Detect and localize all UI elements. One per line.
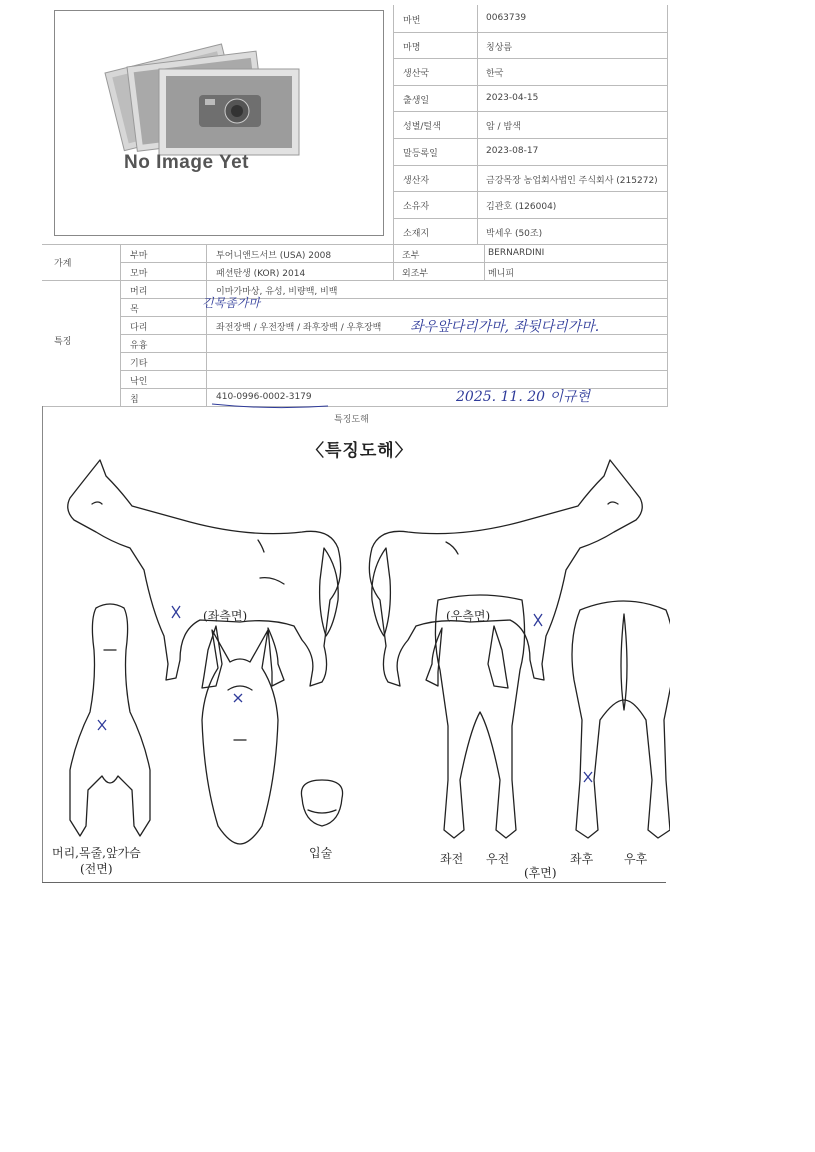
feature-label: 다리 — [130, 323, 148, 333]
sire-label: 부마 — [130, 251, 148, 261]
info-table-right-border — [667, 5, 668, 407]
info-value: 2023-08-17 — [486, 146, 539, 156]
feature-label: 기타 — [130, 359, 148, 369]
rear-view-label: (후면) — [524, 866, 557, 880]
marking-crosses — [98, 606, 592, 782]
dam-value: 패션탄생 (KOR) 2014 — [216, 269, 306, 279]
chip-underline-mark — [210, 400, 330, 410]
bottom-border — [42, 882, 666, 883]
camera-photos-icon — [55, 11, 385, 237]
left-fore-label: 좌전 — [440, 852, 464, 866]
table-divider — [393, 191, 668, 192]
table-divider — [120, 370, 668, 371]
feature-value: 410-0996-0002-3179 — [216, 392, 312, 402]
info-value: 암 / 밤색 — [486, 122, 521, 133]
table-divider — [42, 406, 668, 407]
info-label: 성별/털색 — [403, 122, 441, 133]
sire-value: 투어니앤드서브 (USA) 2008 — [216, 251, 332, 261]
info-value: 칭상름 — [486, 42, 513, 53]
front-view-horse-figure — [70, 604, 150, 836]
diagram-small-title: 특징도해 — [334, 415, 369, 425]
feature-label: 머리 — [130, 287, 148, 297]
feature-label: 유흉 — [130, 341, 148, 351]
table-divider — [42, 244, 668, 245]
front-view-label: (전면) — [80, 862, 113, 876]
front-caption: 머리,목줄,앞가슴 — [52, 846, 141, 860]
info-label: 마번 — [403, 16, 421, 26]
handwritten-neck-note: 긴목좀가마 — [202, 296, 260, 310]
info-value: 2023-04-15 — [486, 92, 539, 103]
info-label: 말등록일 — [403, 149, 438, 159]
left-side-horse-figure — [68, 460, 341, 688]
feature-label: 칩 — [130, 395, 139, 405]
horse-diagram — [40, 450, 670, 890]
feature-value: 이마가마상, 유성, 비량백, 비백 — [216, 287, 338, 297]
damsire-value: 메니피 — [488, 269, 515, 279]
handwritten-date-signature: 2025. 11. 20 이규현 — [456, 389, 591, 405]
left-hind-label: 좌후 — [570, 852, 594, 866]
table-divider — [120, 262, 668, 263]
info-label: 마명 — [403, 42, 421, 53]
no-image-label: No Image Yet — [124, 152, 249, 173]
table-divider — [393, 32, 668, 33]
right-side-label: (우측면) — [446, 609, 491, 623]
grandsire-value: BERNARDINI — [488, 248, 545, 258]
dam-label: 모마 — [130, 269, 148, 279]
info-label: 출생일 — [403, 95, 430, 106]
head-front-figure — [202, 630, 278, 844]
features-section-label: 특징 — [54, 337, 72, 347]
handwritten-leg-note: 좌우앞다리가마, 좌뒷다리가마. — [410, 319, 600, 335]
info-label: 소재지 — [403, 228, 430, 239]
table-divider — [393, 58, 668, 59]
table-divider — [120, 352, 668, 353]
right-side-horse-figure — [369, 460, 642, 688]
info-table-mid-border — [477, 5, 478, 245]
diagram-title: 〈특징도해〉 — [307, 441, 413, 461]
table-divider — [393, 111, 668, 112]
table-divider — [393, 138, 668, 139]
table-divider — [393, 218, 668, 219]
pedigree-section-label: 가계 — [54, 259, 72, 269]
table-divider — [393, 85, 668, 86]
right-hind-label: 우후 — [624, 852, 648, 866]
fore-legs-figure — [435, 595, 524, 838]
horse-photo-placeholder — [54, 10, 384, 236]
info-value: 김관호 (126004) — [486, 202, 557, 213]
info-value: 한국 — [486, 69, 504, 80]
hind-legs-figure — [572, 601, 670, 838]
info-value: 금강목장 농업회사법인 주식회사 (215272) — [486, 175, 658, 186]
feature-value: 좌전장백 / 우전장백 / 좌후장백 / 우후장백 — [216, 323, 382, 333]
table-divider — [393, 165, 668, 166]
info-value: 0063739 — [486, 13, 527, 23]
lips-figure — [301, 780, 342, 826]
info-label: 생산국 — [403, 69, 430, 80]
grandsire-label: 조부 — [402, 251, 420, 261]
feature-label: 낙인 — [130, 377, 148, 387]
damsire-label: 외조부 — [402, 269, 429, 279]
info-label: 생산자 — [403, 175, 430, 186]
right-fore-label: 우전 — [486, 852, 510, 866]
feature-label: 목 — [130, 305, 139, 315]
table-divider — [42, 280, 668, 281]
info-value: 박세우 (50조) — [486, 228, 543, 239]
table-divider — [206, 244, 207, 406]
info-label: 소유자 — [403, 202, 430, 213]
left-side-label: (좌측면) — [203, 609, 248, 623]
table-divider — [120, 244, 121, 406]
info-table-left-border — [393, 5, 394, 245]
diagram-left-border — [42, 406, 43, 882]
lips-label: 입술 — [309, 846, 333, 860]
